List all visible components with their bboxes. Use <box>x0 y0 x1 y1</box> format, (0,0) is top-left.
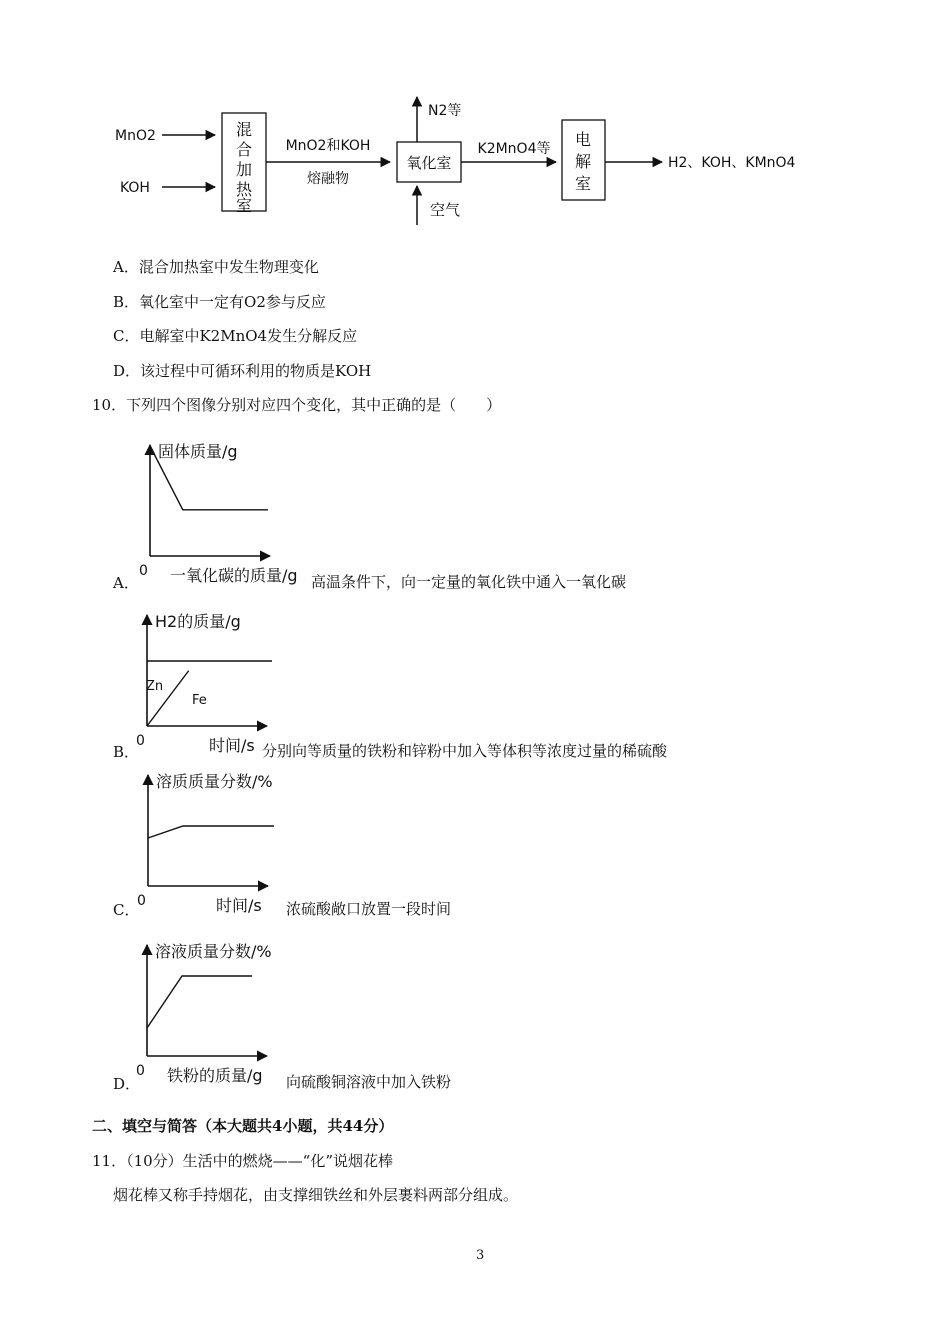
x-axis-label: 一氧化碳的质量/g <box>170 566 298 585</box>
q11-text: 烟花棒又称手持烟花，由支撑细铁丝和外层裹料两部分组成。 <box>113 1186 519 1204</box>
q10-stem: 10．下列四个图像分别对应四个变化，其中正确的是（ ） <box>92 396 502 414</box>
x-axis-label: 铁粉的质量/g <box>167 1066 263 1085</box>
box1-char-5: 室 <box>235 196 253 215</box>
box1-char-1: 混 <box>235 120 253 139</box>
input-koh-label: KOH <box>120 180 150 196</box>
chart-a <box>120 435 320 595</box>
q9-option-c: C．电解室中K2MnO4发生分解反应 <box>113 327 358 345</box>
q9-option-b: B．氧化室中一定有O2参与反应 <box>113 293 326 311</box>
y-axis-label: 固体质量/g <box>158 442 238 461</box>
series-line-溶液质量分数 <box>147 976 252 1028</box>
q10-option-d-desc: 向硫酸铜溶液中加入铁粉 <box>286 1073 452 1091</box>
q10-option-c-letter: C． <box>113 901 140 919</box>
y-axis-label: 溶质质量分数/% <box>156 772 273 791</box>
origin-label: 0 <box>137 893 146 909</box>
box1-char-4: 热 <box>235 180 253 199</box>
q10-option-a-letter: A． <box>113 574 139 592</box>
x-axis-label: 时间/s <box>216 896 262 915</box>
box1-char-2: 合 <box>235 140 253 159</box>
box1-char-3: 加 <box>235 160 253 179</box>
origin-label: 0 <box>136 733 145 749</box>
products-label: H2、KOH、KMnO4 <box>668 155 796 171</box>
series-label-zn: Zn <box>146 679 164 694</box>
q10-option-d-letter: D． <box>113 1075 141 1093</box>
origin-label: 0 <box>139 563 148 579</box>
origin-label: 0 <box>136 1063 145 1079</box>
q10-option-b-letter: B． <box>113 743 140 761</box>
section-heading: 二、填空与简答（本大题共4小题，共44分） <box>92 1117 394 1135</box>
q10-option-a-desc: 高温条件下，向一定量的氧化铁中通入一氧化碳 <box>311 573 627 591</box>
n2-label: N2等 <box>428 103 462 119</box>
melt-label-bottom: 熔融物 <box>307 171 349 187</box>
q10-option-c-desc: 浓硫酸敞口放置一段时间 <box>286 900 452 918</box>
melt-label-top: MnO2和KOH <box>285 138 371 154</box>
q10-option-b-desc: 分别向等质量的铁粉和锌粉中加入等体积等浓度过量的稀硫酸 <box>262 742 668 760</box>
q11-title: 11．（10分）生活中的燃烧——“化”说烟花棒 <box>92 1152 394 1170</box>
box3-char-1: 电 <box>574 130 592 149</box>
chart-d <box>120 935 320 1095</box>
x-axis-label: 时间/s <box>209 736 255 755</box>
series-line-溶质质量分数 <box>148 826 274 838</box>
box3-char-2: 解 <box>574 152 592 171</box>
series-label-fe: Fe <box>192 693 207 708</box>
page-number: 3 <box>476 1248 485 1263</box>
process-flow-diagram <box>100 85 820 230</box>
oxidation-chamber-label: 氧化室 <box>406 154 452 172</box>
q9-option-d: D．该过程中可循环利用的物质是KOH <box>113 362 372 380</box>
k2mno4-label: K2MnO4等 <box>477 141 551 157</box>
q9-option-a: A．混合加热室中发生物理变化 <box>113 258 319 276</box>
input-mno2-label: MnO2 <box>115 128 156 144</box>
air-label: 空气 <box>430 201 461 219</box>
y-axis-label: 溶液质量分数/% <box>155 942 272 961</box>
y-axis-label: H2的质量/g <box>155 612 241 631</box>
box3-char-3: 室 <box>574 174 592 193</box>
